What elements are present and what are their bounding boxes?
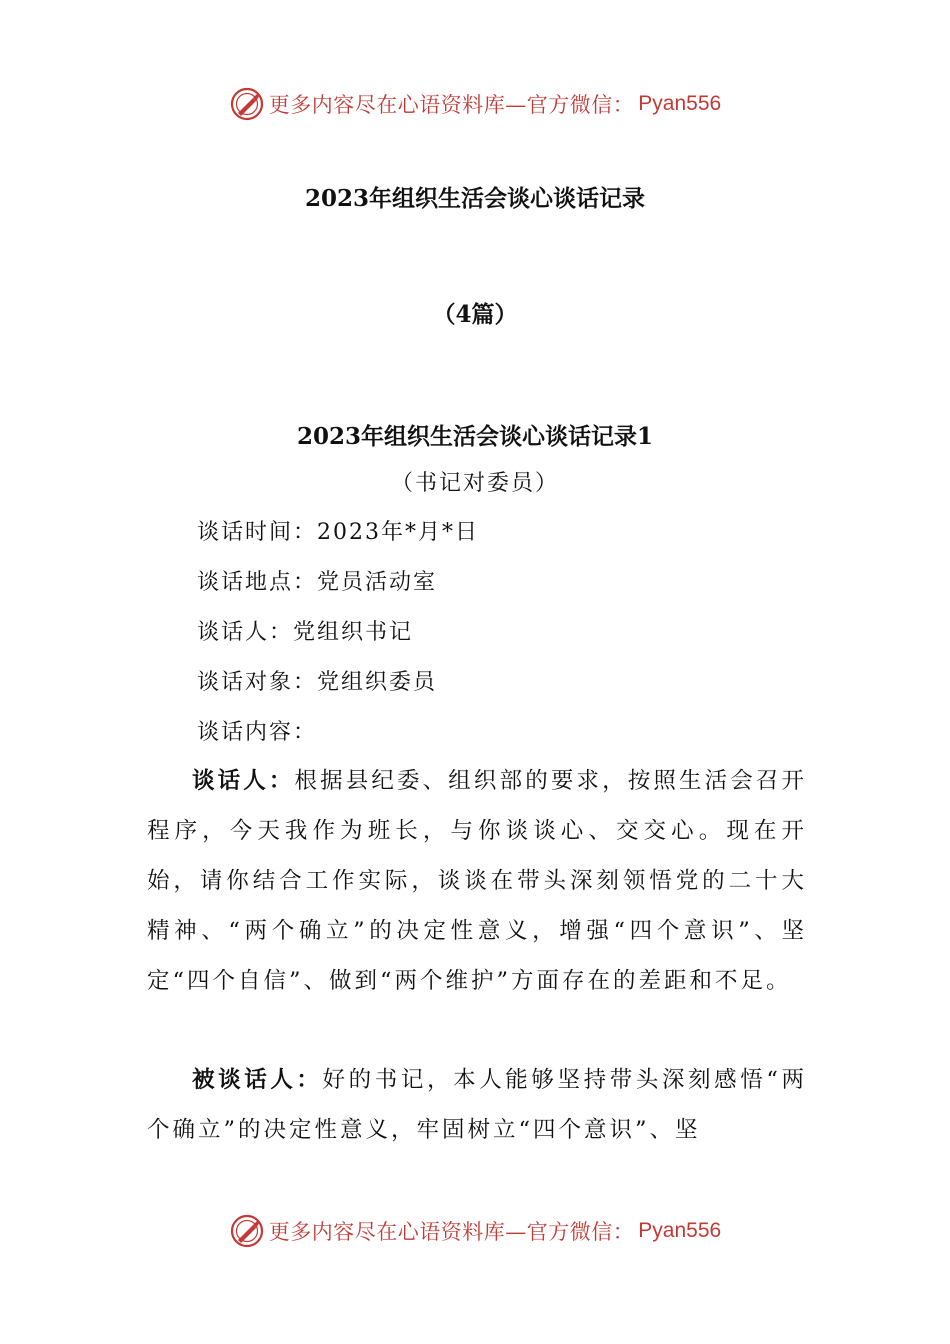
- meta-place: 谈话地点：党员活动室: [197, 570, 438, 595]
- meta-content-label: 谈话内容：: [197, 720, 318, 745]
- main-title: 2023年组织生活会谈心谈话记录: [304, 185, 645, 212]
- meta-time: 谈话时间：2023年*月*日: [197, 520, 479, 545]
- banner-text: 更多内容尽在心语资料库—官方微信：: [268, 93, 635, 117]
- paragraph-text: 根据县纪委、组织部的要求，按照生活会召开程序，今天我作为班长，与你谈谈心、交交心。现在开始，请你结合工作实际，谈谈在带头深刻领悟党的二十大精神、“两个确立”的决定性意义，增强“四个意识”、坚定“四个自信”、做到“两个维护”方面存在的差距和不足。: [147, 768, 807, 994]
- paragraph-1: [147, 756, 807, 1006]
- speaker-label: 被谈话人：: [192, 1067, 323, 1093]
- wechat-id: Pyan556: [638, 92, 722, 115]
- meta-target: 谈话对象：党组织委员: [197, 670, 438, 695]
- paragraph-text: 好的书记，本人能够坚持带头深刻感悟“两个确立”的决定性意义，牢固树立“四个意识”、坚: [147, 1067, 807, 1143]
- section-title: 2023年组织生活会谈心谈话记录1: [296, 423, 654, 450]
- speaker-label: 谈话人：: [192, 768, 295, 794]
- banner-text: 更多内容尽在心语资料库—官方微信：: [268, 1220, 635, 1244]
- paragraph-2: [147, 1055, 807, 1155]
- article-count: （4篇）: [432, 301, 518, 328]
- pen-logo-icon: [229, 86, 265, 122]
- pen-logo-icon: [229, 1213, 265, 1249]
- section-subtitle: （书记对委员）: [390, 471, 559, 496]
- footer-banner: [0, 1211, 950, 1251]
- meta-speaker: 谈话人：党组织书记: [197, 620, 414, 645]
- header-banner: [0, 84, 950, 124]
- wechat-id: Pyan556: [638, 1219, 722, 1242]
